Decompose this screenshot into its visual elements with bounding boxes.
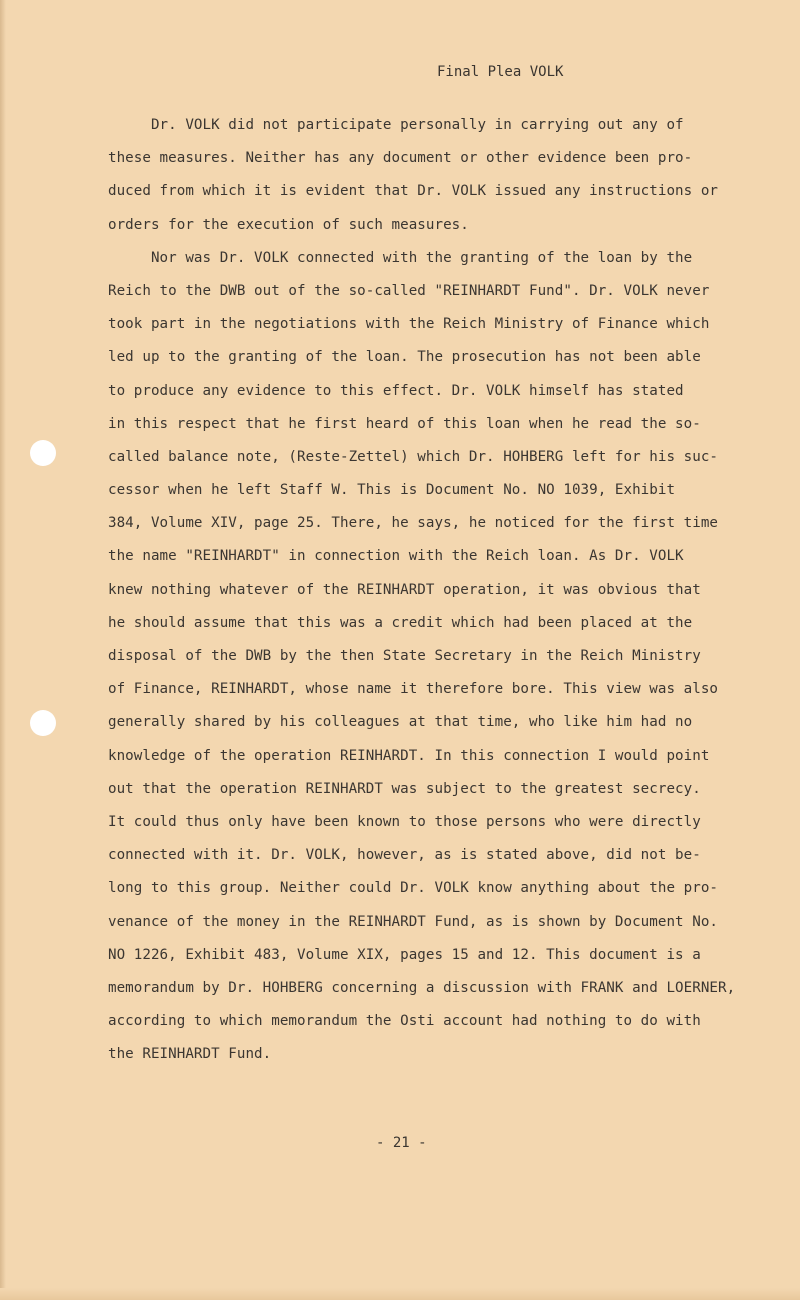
text-line: disposal of the DWB by the then State Secretary in the Reich Ministry bbox=[108, 648, 701, 664]
text-line: venance of the money in the REINHARDT Fund, as is shown by Document No. bbox=[108, 913, 719, 930]
text-line: It could thus only have been known to those persons who were directly bbox=[108, 813, 701, 830]
text-line: Reich to the DWB out of the so-called "REINHARDT Fund". Dr. VOLK never bbox=[108, 282, 710, 299]
text-line: connected with it. Dr. VOLK, however, as is stated above, did not be- bbox=[108, 847, 701, 864]
text-line: long to this group. Neither could Dr. VOLK know anything about the pro- bbox=[108, 880, 719, 897]
document-body bbox=[108, 114, 748, 1076]
text-line: led up to the granting of the loan. The prosecution has not been able bbox=[108, 349, 701, 366]
text-line: the REINHARDT Fund. bbox=[108, 1046, 272, 1063]
text-line: 384, Volume XIV, page 25. There, he says, he noticed for the first time bbox=[108, 515, 719, 532]
page-edge-shadow bbox=[0, 0, 6, 1300]
text-line: took part in the negotiations with the Reich Ministry of Finance which bbox=[108, 316, 710, 333]
text-line: duced from which it is evident that Dr. VOLK issued any instructions or bbox=[108, 183, 719, 200]
text-line: to produce any evidence to this effect. Dr. VOLK himself has stated bbox=[108, 382, 684, 399]
text-line: called balance note, (Reste-Zettel) which Dr. HOHBERG left for his suc- bbox=[108, 448, 719, 465]
text-line: cessor when he left Staff W. This is Document No. NO 1039, Exhibit bbox=[108, 482, 676, 499]
text-line: knowledge of the operation REINHARDT. In this connection I would point bbox=[108, 747, 710, 764]
punch-hole bbox=[30, 710, 56, 736]
text-line: these measures. Neither has any document or other evidence been pro- bbox=[108, 150, 693, 167]
text-line: generally shared by his colleagues at that time, who like him had no bbox=[108, 714, 693, 731]
page-header: Final Plea VOLK bbox=[437, 64, 564, 80]
text-line: the name "REINHARDT" in connection with the Reich loan. As Dr. VOLK bbox=[108, 548, 684, 565]
page-bottom-edge bbox=[0, 1288, 800, 1300]
text-line: according to which memorandum the Osti account had nothing to do with bbox=[108, 1013, 701, 1030]
text-line: of Finance, REINHARDT, whose name it therefore bore. This view was also bbox=[108, 681, 719, 698]
text-line: NO 1226, Exhibit 483, Volume XIX, pages 15 and 12. This document is a bbox=[108, 946, 701, 963]
text-line: out that the operation REINHARDT was subject to the greatest secrecy. bbox=[108, 780, 701, 797]
text-line: knew nothing whatever of the REINHARDT operation, it was obvious that bbox=[108, 581, 701, 598]
text-line: Nor was Dr. VOLK connected with the granting of the loan by the bbox=[108, 249, 693, 266]
punch-hole bbox=[30, 440, 56, 466]
text-line: in this respect that he first heard of this loan when he read the so- bbox=[108, 415, 701, 432]
page-number: - 21 - bbox=[376, 1135, 427, 1151]
text-line: memorandum by Dr. HOHBERG concerning a discussion with FRANK and LOERNER, bbox=[108, 979, 736, 996]
text-line: orders for the execution of such measures. bbox=[108, 216, 469, 233]
text-line: Dr. VOLK did not participate personally in carrying out any of bbox=[108, 117, 684, 133]
text-line: he should assume that this was a credit which had been placed at the bbox=[108, 614, 693, 631]
